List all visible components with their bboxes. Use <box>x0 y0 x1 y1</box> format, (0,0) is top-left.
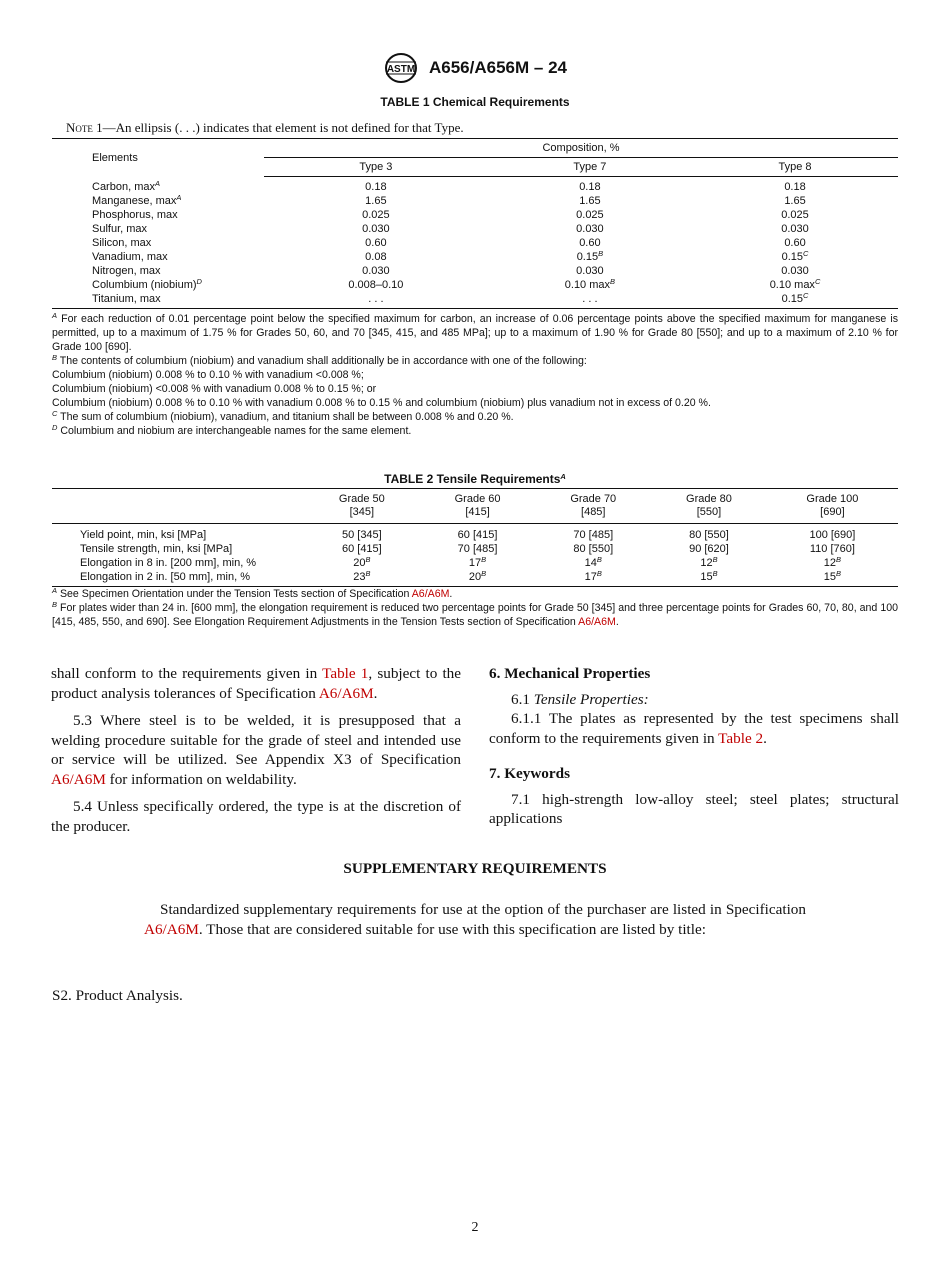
composition-value: 0.60 <box>579 236 601 249</box>
paragraph-5-3: 5.3 Where steel is to be welded, it is presupposed that a welding procedure suitable for the grade of steel and intended use or service will be utilized. See Appendix X3 of Specification A6/A6M for information on weldability. <box>51 712 461 788</box>
tensile-value: 80 [550] <box>689 529 729 541</box>
property-name: Yield point, min, ksi [MPa] <box>80 529 207 541</box>
composition-value: 0.10 $\max^B$ <box>564 276 616 291</box>
col-header-grade: Grade 80 [550] <box>651 489 767 524</box>
paragraph-6-1: 6.1 Tensile Properties: <box>511 690 649 708</box>
composition-value: . . . <box>368 292 384 305</box>
table-row <box>52 208 898 222</box>
element-name: Nitrogen, max <box>92 264 161 277</box>
composition-value: 0.10 $\max^C$ <box>769 276 821 291</box>
tensile-value: $12^B$ <box>700 555 718 569</box>
chemical-requirements-table <box>52 138 898 309</box>
footnote-c: $^C$ The sum of columbium (niobium), vanadium, and titanium shall be between 0.008 % and 0.20 %. <box>52 409 514 423</box>
tensile-value: 60 [415] <box>341 543 382 555</box>
composition-value: 0.08 <box>365 250 387 263</box>
col-header-type: Type 3 <box>264 158 488 177</box>
table-row <box>52 236 898 250</box>
footnote-a: $^A$ For each reduction of 0.01 percentage point below the specified maximum for carbon, an increase of 0.06 percentage points above the specified maximum for manganese is permitted, up to a maximum of 1.75 % for Grades 50, 60, and 70 [345, 415, and 485 MPa]; up to a maximum of 1.90 % for Grade 80 [550]; and up to a maximum of 2.10 % for Grade 100 [690]. <box>52 311 898 353</box>
col-header-type: Type 8 <box>692 158 898 177</box>
tensile-value: 80 [550] <box>573 543 614 555</box>
tensile-value: $15^B$ <box>823 569 842 583</box>
table-row <box>52 278 898 292</box>
col-header-type: Type 7 <box>488 158 692 177</box>
tensile-value: $17^B$ <box>584 569 602 583</box>
element-name: Vanadium, max <box>92 250 168 263</box>
composition-value: $0.15^C$ <box>781 248 809 263</box>
composition-value: 0.030 <box>781 264 809 277</box>
composition-value: 1.65 <box>784 194 806 207</box>
table1-link[interactable]: Table 1 <box>322 665 369 682</box>
paragraph-5-2-cont: shall conform to the requirements given in Table 1, subject to the product analysis tolerances of Specification A6/A6M. <box>51 665 462 702</box>
tensile-value: $14^B$ <box>584 555 602 569</box>
tensile-value: $15^B$ <box>700 569 718 583</box>
spec-link[interactable]: A6/A6M <box>411 588 450 600</box>
composition-value: . . . <box>582 292 598 305</box>
tensile-value: 70 [485] <box>457 543 498 555</box>
composition-value: 0.025 <box>781 208 809 221</box>
table-row <box>52 222 898 236</box>
tensile-value: 50 [345] <box>341 529 382 541</box>
tensile-value: 60 [415] <box>457 529 498 541</box>
table1-note: Note 1—An ellipsis (. . .) indicates that element is not defined for that Type. <box>66 120 464 135</box>
spec-link[interactable]: A6/A6M <box>578 616 616 628</box>
tensile-value: $20^B$ <box>468 569 487 583</box>
table-row <box>52 292 898 309</box>
composition-value: 0.030 <box>781 222 809 235</box>
element-name: Titanium, max <box>92 292 161 305</box>
composition-value: 0.030 <box>362 264 390 277</box>
composition-value: $0.15^C$ <box>781 290 809 305</box>
table2-footnotes <box>52 587 898 629</box>
composition-value: 0.030 <box>576 222 604 235</box>
tensile-value: 70 [485] <box>573 529 614 541</box>
page-header <box>0 52 950 84</box>
spec-link[interactable]: A6/A6M <box>318 684 374 702</box>
supplementary-title: SUPPLEMENTARY REQUIREMENTS <box>343 860 607 877</box>
property-name: Elongation in 8 in. [200 mm], min, % <box>80 557 257 569</box>
table2-link[interactable]: Table 2 <box>718 729 764 747</box>
composition-value: 0.030 <box>576 264 604 277</box>
astm-logo-icon <box>383 52 419 84</box>
col-header-grade: Grade 60 [415] <box>420 489 536 524</box>
table-row <box>52 556 898 570</box>
paragraph-5-4: 5.4 Unless specifically ordered, the type is at the discretion of the producer. <box>51 798 461 835</box>
body-left-column <box>51 664 461 844</box>
spec-link[interactable]: A6/A6M <box>51 770 106 788</box>
col-header-grade: Grade 70 [485] <box>535 489 651 524</box>
table-row <box>52 194 898 208</box>
table-row <box>52 264 898 278</box>
composition-value: 1.65 <box>365 194 387 207</box>
tensile-value: $17^B$ <box>468 555 487 569</box>
footnote-b: $^B$ The contents of columbium (niobium) and vanadium shall additionally be in accordance with one of the following: <box>52 353 587 367</box>
tensile-value: $20^B$ <box>353 555 371 569</box>
composition-value: 0.18 <box>579 180 601 193</box>
footnote-d: $^D$ Columbium and niobium are interchangeable names for the same element. <box>52 423 412 437</box>
table-row <box>52 542 898 556</box>
spec-link[interactable]: A6/A6M <box>144 920 199 938</box>
col-header-grade: Grade 100 [690] <box>767 489 898 524</box>
table1-title: TABLE 1 Chemical Requirements <box>380 95 570 109</box>
composition-value: 0.60 <box>784 236 806 249</box>
footnote-b-line: Columbium (niobium) 0.008 % to 0.10 % with vanadium 0.008 % to 0.15 % and columbium (niobium) plus vanadium not in excess of 0.20 %. <box>52 397 711 409</box>
section-heading-7: 7. Keywords <box>489 765 570 782</box>
col-header-grade: Grade 50 [345] <box>304 489 420 524</box>
composition-value: 0.008–0.10 <box>348 278 404 291</box>
col-header-composition: Composition, % <box>264 139 898 158</box>
section-heading-6: 6. Mechanical Properties <box>489 665 651 682</box>
logo-text: ASTM <box>386 64 416 75</box>
tensile-value: 90 [620] <box>689 543 729 555</box>
tensile-value: 110 [760] <box>809 543 855 555</box>
table-row <box>52 524 898 543</box>
element-name: Carbon, $\max^A$ <box>92 178 160 193</box>
composition-value: 0.18 <box>784 180 806 193</box>
footnote-b: $^B$ For plates wider than 24 in. [600 mm], the elongation requirement is reduced two percentage points for Grade 50 [345] and three percentage points for Grades 60, 70, 80, and 100 [415, 485, 550, and 690]. See Elongation Requirement Adjustments in the Tension Tests section of Specification A6/A6M. <box>52 600 898 628</box>
paragraph-7-1: 7.1 high-strength low-alloy steel; steel plates; structural applications <box>489 790 899 827</box>
property-name: Elongation in 2 in. [50 mm], min, % <box>80 571 250 583</box>
element-name: Manganese, $\max^A$ <box>92 192 182 207</box>
element-name: Columbium (niobium)$^D$ <box>92 276 202 291</box>
paragraph-6-1-1: 6.1.1 The plates as represented by the test specimens shall conform to the requirements given in Table 2. <box>489 710 899 747</box>
supplementary-text: Standardized supplementary requirements for use at the option of the purchaser are listed in Specification A6/A6M. Those that are considered suitable for use with this specification are listed by title: <box>144 901 806 938</box>
footnote-a: $^A$ See Specimen Orientation under the Tension Tests section of Specification A6/A6M. <box>52 586 453 600</box>
col-header-blank <box>52 489 304 524</box>
footnote-b-line: Columbium (niobium) <0.008 % with vanadium 0.008 % to 0.15 %; or <box>52 383 377 395</box>
tensile-value: $12^B$ <box>823 555 842 569</box>
composition-value: 0.60 <box>365 236 387 249</box>
col-header-elements: Elements <box>92 151 138 164</box>
composition-value: 0.025 <box>576 208 604 221</box>
table-row <box>52 250 898 264</box>
table2-title: TABLE 2 Tensile Requirements$^A$ <box>384 472 566 486</box>
element-name: Sulfur, max <box>92 222 148 235</box>
page-number: 2 <box>471 1220 479 1235</box>
footnote-b-line: Columbium (niobium) 0.008 % to 0.10 % with vanadium <0.008 %; <box>52 369 364 381</box>
composition-value: 0.030 <box>362 222 390 235</box>
designation-title: A656/A656M – 24 <box>429 58 567 77</box>
body-right-column <box>489 664 899 837</box>
element-name: Silicon, max <box>92 236 152 249</box>
tensile-requirements-table <box>52 488 898 587</box>
composition-value: $0.15^B$ <box>576 248 604 263</box>
table-row <box>52 177 898 194</box>
supplementary-s2: S2. Product Analysis. <box>52 987 183 1004</box>
composition-value: 1.65 <box>579 194 601 207</box>
property-name: Tensile strength, min, ksi [MPa] <box>80 543 233 555</box>
element-name: Phosphorus, max <box>92 208 178 221</box>
table-row <box>52 570 898 587</box>
composition-value: 0.18 <box>365 180 387 193</box>
tensile-value: 100 [690] <box>809 529 856 541</box>
tensile-value: $23^B$ <box>353 569 371 583</box>
table1-footnotes <box>52 312 898 438</box>
composition-value: 0.025 <box>362 208 390 221</box>
